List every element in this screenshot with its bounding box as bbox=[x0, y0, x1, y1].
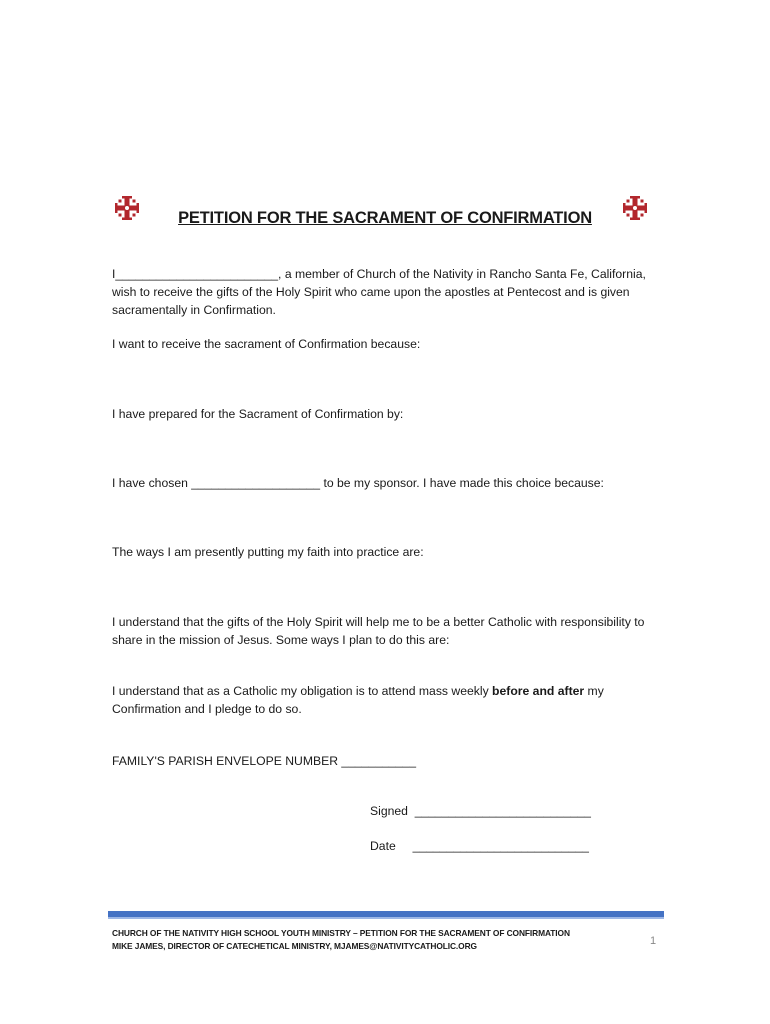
footer-divider-shadow bbox=[108, 917, 664, 919]
date-line: Date __________________________ bbox=[370, 839, 589, 853]
reason-prompt: I want to receive the sacrament of Confirmation because: bbox=[112, 337, 421, 351]
preparation-prompt: I have prepared for the Sacrament of Confirmation by: bbox=[112, 407, 404, 421]
mass-obligation-paragraph bbox=[112, 682, 652, 718]
holy-spirit-gifts-prompt: I understand that the gifts of the Holy Spirit will help me to be a better Catholic with responsibility to share in the mission of Jesus. Some ways I plan to do this are: bbox=[112, 615, 645, 647]
obligation-emphasis: before and after bbox=[492, 684, 585, 698]
document-title: PETITION FOR THE SACRAMENT OF CONFIRMATION bbox=[178, 209, 592, 227]
intro-paragraph: I________________________, a member of Church of the Nativity in Rancho Santa Fe, California, wish to receive the gifts of the Holy Spirit who came upon the apostles at Pentecost and is given sacramentally in Confirmation. bbox=[112, 267, 646, 317]
sponsor-prompt: I have chosen ___________________ to be my sponsor. I have made this choice because: bbox=[112, 476, 604, 490]
signature-line: Signed __________________________ bbox=[370, 804, 591, 818]
footer-ministry-line: CHURCH OF THE NATIVITY HIGH SCHOOL YOUTH MINISTRY – PETITION FOR THE SACRAMENT OF CONFIRMATION bbox=[112, 928, 570, 938]
footer-contact-line: MIKE JAMES, DIRECTOR OF CATECHETICAL MINISTRY, MJAMES@NATIVITYCATHOLIC.ORG bbox=[112, 941, 477, 951]
obligation-text-end: my Confirmation and I pledge to do so. bbox=[112, 684, 604, 716]
envelope-number-field: FAMILY'S PARISH ENVELOPE NUMBER ___________ bbox=[112, 754, 416, 768]
obligation-text-start: I understand that as a Catholic my obligation is to attend mass weekly bbox=[112, 684, 493, 698]
page-number: 1 bbox=[650, 935, 657, 947]
faith-practice-prompt: The ways I am presently putting my faith into practice are: bbox=[112, 545, 424, 559]
